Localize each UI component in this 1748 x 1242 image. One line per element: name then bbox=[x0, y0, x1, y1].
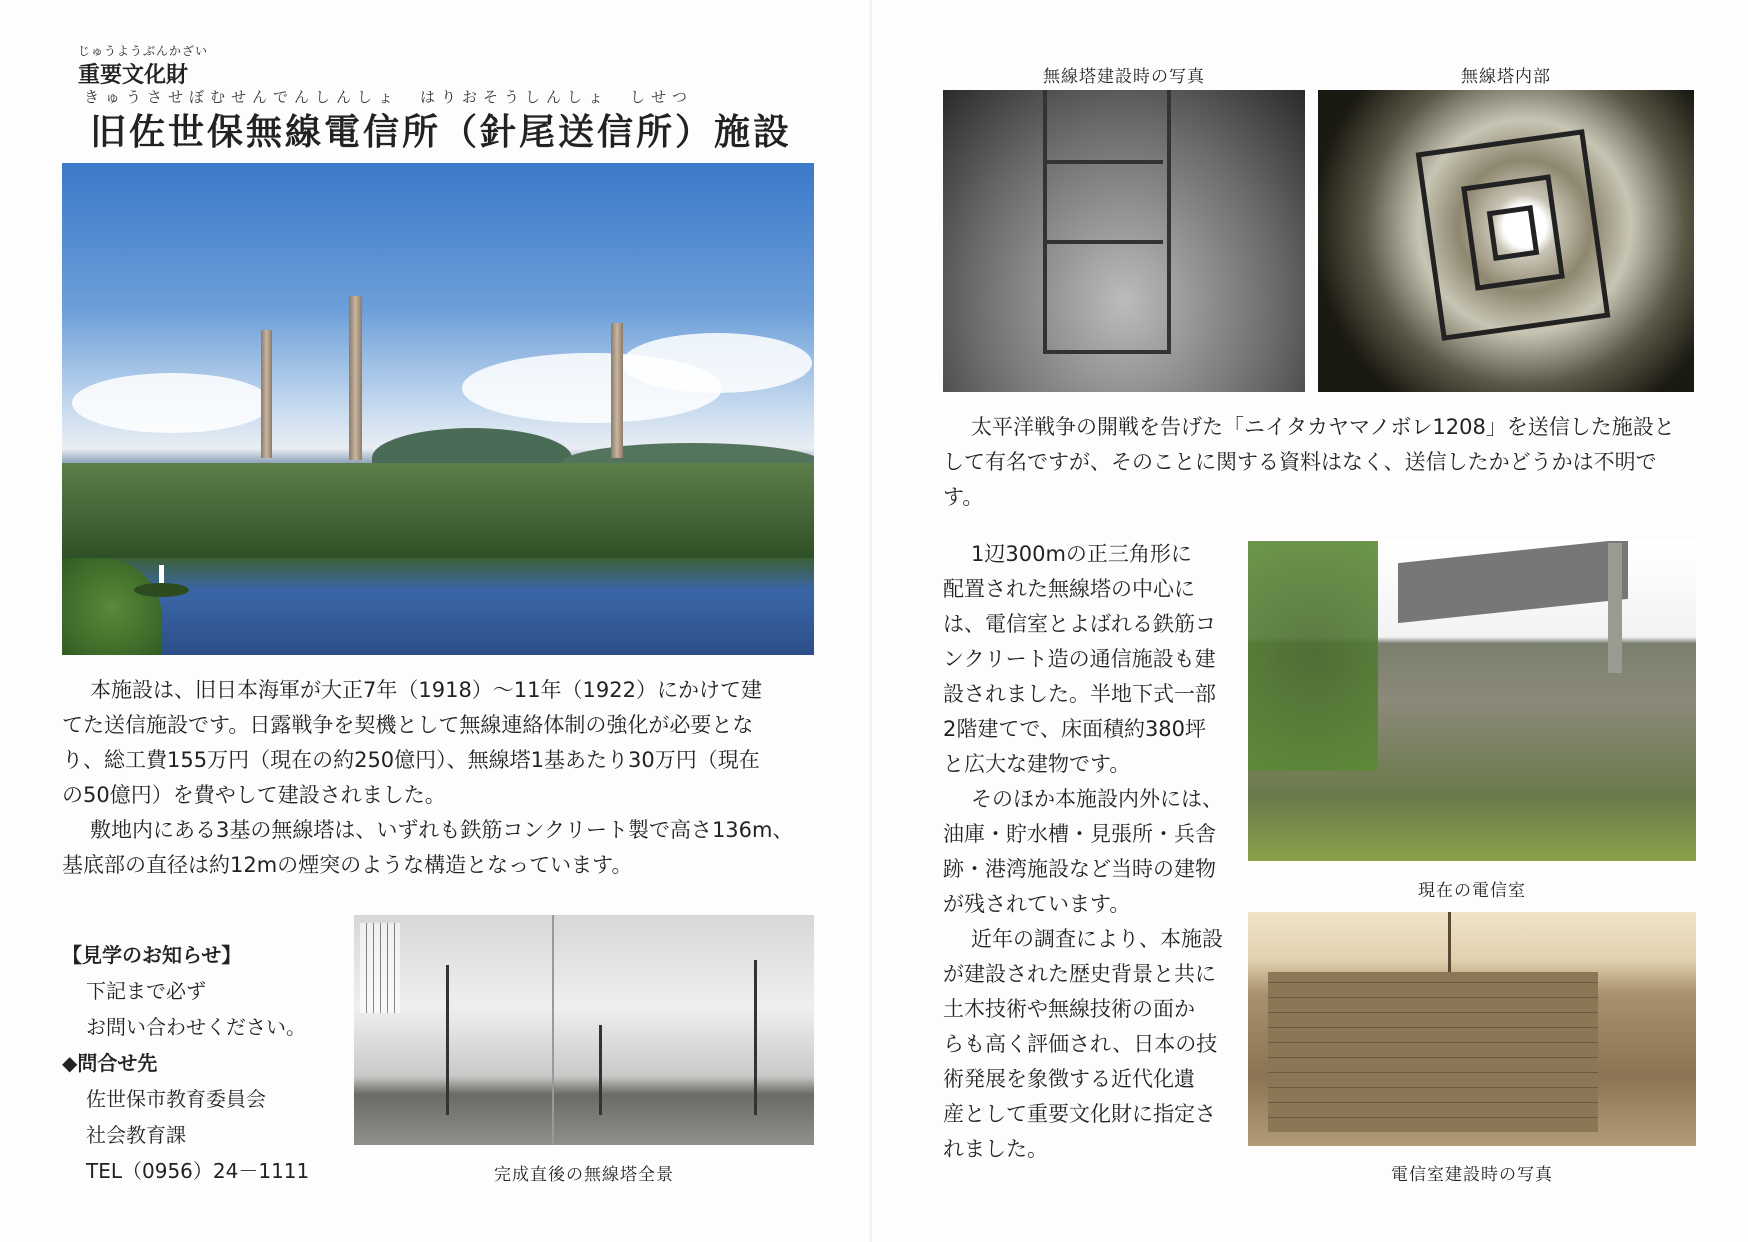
text-line: り、総工費155万円（現在の約250億円）、無線塔1基あたり30万円（現在 bbox=[62, 748, 760, 772]
telegraph-construction-caption: 電信室建設時の写真 bbox=[1391, 1165, 1553, 1185]
page-title: 旧佐世保無線電信所（針尾送信所）施設 bbox=[90, 111, 793, 153]
tower-construction-photo bbox=[943, 90, 1305, 392]
current-telegraph-caption: 現在の電信室 bbox=[1418, 881, 1526, 901]
title-ruby: きゅうさせぼむせんでんしんしょ はりおそうしんしょ しせつ bbox=[84, 88, 694, 106]
contact-phone: TEL（0956）24－1111 bbox=[86, 1159, 310, 1183]
text-line: そのほか本施設内外には、 bbox=[971, 787, 1223, 811]
contact-dept: 社会教育課 bbox=[86, 1123, 186, 1147]
intro-paragraph bbox=[62, 673, 822, 883]
badge-heading: 重要文化財 bbox=[78, 63, 189, 88]
notice-heading: 【見学のお知らせ】 bbox=[62, 943, 242, 967]
text-line: 基底部の直径は約12mの煙突のような構造となっています。 bbox=[62, 853, 633, 877]
right-page bbox=[872, 0, 1748, 1242]
left-page bbox=[0, 0, 872, 1242]
text-line: は、電信室とよばれる鉄筋コ bbox=[943, 612, 1216, 636]
text-line: らも高く評価され、日本の技 bbox=[943, 1032, 1218, 1056]
interior-caption: 無線塔内部 bbox=[1461, 67, 1551, 87]
text-line: 2階建てで、床面積約380坪 bbox=[943, 717, 1207, 741]
text-line: 本施設は、旧日本海軍が大正7年（1918）～11年（1922）にかけて建 bbox=[90, 678, 762, 702]
text-line: 土木技術や無線技術の面か bbox=[943, 997, 1195, 1021]
text-line: と広大な建物です。 bbox=[943, 752, 1131, 776]
text-line: 産として重要文化財に指定さ bbox=[943, 1102, 1216, 1126]
text-line: れました。 bbox=[943, 1137, 1048, 1161]
text-line: ンクリート造の通信施設も建 bbox=[943, 647, 1216, 671]
visit-notice bbox=[62, 937, 352, 1189]
notice-line: 下記まで必ず bbox=[86, 979, 206, 1003]
text-line: 敷地内にある3基の無線塔は、いずれも鉄筋コンクリート製で高さ136m、 bbox=[90, 818, 794, 842]
completed-towers-caption: 完成直後の無線塔全景 bbox=[494, 1165, 674, 1185]
contact-heading: ◆問合せ先 bbox=[62, 1051, 158, 1075]
pacific-war-paragraph bbox=[943, 410, 1733, 515]
text-line: 油庫・貯水槽・見張所・兵舎 bbox=[943, 822, 1216, 846]
completed-towers-bw-photo bbox=[354, 915, 814, 1145]
text-line: てた送信施設です。日露戦争を契機として無線連絡体制の強化が必要とな bbox=[62, 713, 754, 737]
text-line: 術発展を象徴する近代化遺 bbox=[943, 1067, 1195, 1091]
construction-caption: 無線塔建設時の写真 bbox=[1043, 67, 1205, 87]
text-line: が建設された歴史背景と共に bbox=[943, 962, 1216, 986]
text-line: 配置された無線塔の中心に bbox=[943, 577, 1195, 601]
text-line: 跡・港湾施設など当時の建物 bbox=[943, 857, 1216, 881]
tower-interior-photo bbox=[1318, 90, 1694, 392]
current-telegraph-room-photo bbox=[1248, 541, 1696, 861]
text-line: 1辺300mの正三角形に bbox=[971, 542, 1192, 566]
text-line: 太平洋戦争の開戦を告げた「ニイタカヤマノボレ1208」を送信した施設と bbox=[971, 415, 1675, 439]
text-line: の50億円）を費やして建設されました。 bbox=[62, 783, 446, 807]
text-line: 近年の調査により、本施設 bbox=[971, 927, 1223, 951]
telegraph-construction-sepia-photo bbox=[1248, 912, 1696, 1146]
badge-ruby: じゅうようぶんかざい bbox=[78, 44, 209, 58]
text-line: 設されました。半地下式一部 bbox=[943, 682, 1216, 706]
telegraph-room-paragraph bbox=[943, 537, 1243, 1167]
text-line: が残されています。 bbox=[943, 892, 1131, 916]
notice-line: お問い合わせください。 bbox=[86, 1015, 306, 1039]
contact-org: 佐世保市教育委員会 bbox=[86, 1087, 266, 1111]
text-line: す。 bbox=[943, 485, 984, 509]
radio-towers-landscape-photo bbox=[62, 163, 814, 655]
text-line: して有名ですが、そのことに関する資料はなく、送信したかどうかは不明で bbox=[943, 450, 1657, 474]
